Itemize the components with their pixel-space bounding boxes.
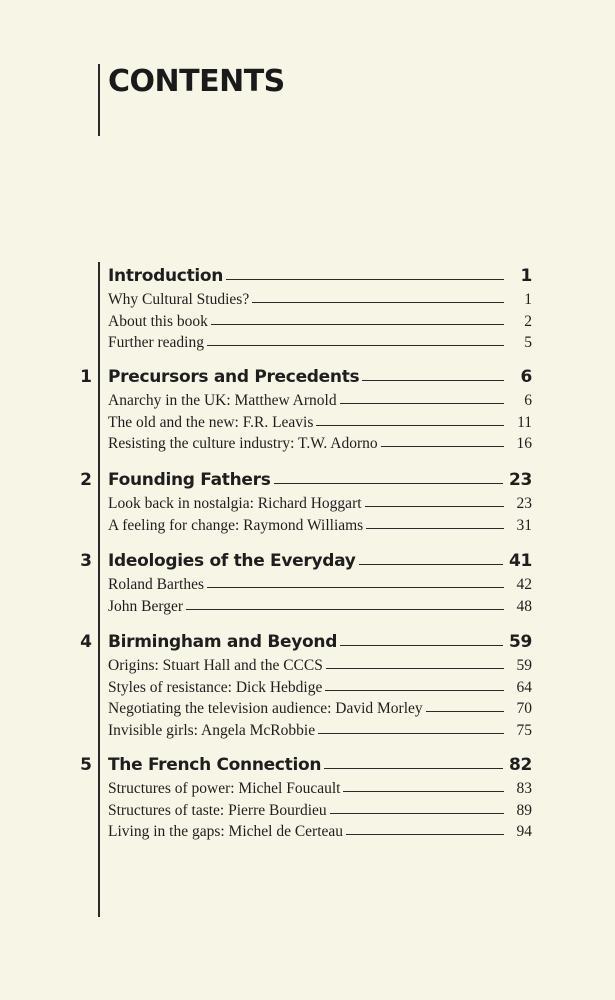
entry-page-number: 70 (516, 700, 532, 717)
entry-title: Anarchy in the UK: Matthew Arnold (108, 392, 337, 409)
toc-entry[interactable] (108, 821, 532, 842)
page-title: CONTENTS (108, 64, 285, 99)
section-heading-row[interactable] (108, 469, 532, 491)
toc-entry[interactable] (108, 493, 532, 514)
entry-page-number: 23 (516, 495, 532, 512)
section-heading: The French Connection (108, 755, 322, 775)
toc-entry[interactable] (108, 390, 532, 411)
title-rule (98, 64, 100, 136)
contents-rule (98, 262, 100, 917)
section-heading-row[interactable] (108, 366, 532, 388)
dot-leader (340, 403, 504, 404)
toc-entry[interactable] (108, 778, 532, 799)
dot-leader (226, 279, 504, 280)
section-heading: Birmingham and Beyond (108, 632, 338, 652)
dot-leader (359, 564, 503, 565)
dot-leader (274, 483, 503, 484)
entry-title: Structures of power: Michel Foucault (108, 780, 341, 797)
entry-page-number: 31 (516, 516, 532, 534)
section-page-number: 82 (508, 755, 532, 775)
dot-leader (325, 690, 504, 691)
toc-entry[interactable] (108, 289, 532, 310)
toc-entry[interactable] (108, 332, 532, 353)
entry-page-number: 2 (524, 312, 532, 330)
dot-leader (346, 834, 504, 835)
entry-title: A feeling for change: Raymond Williams (108, 516, 364, 534)
section-number: 3 (80, 551, 92, 571)
dot-leader (318, 733, 504, 734)
entry-title: Styles of resistance: Dick Hebdige (108, 678, 323, 696)
toc-entry[interactable] (108, 720, 532, 741)
entry-page-number: 1 (524, 291, 532, 308)
dot-leader (252, 302, 504, 303)
entry-title: Structures of taste: Pierre Bourdieu (108, 801, 327, 819)
toc-entry[interactable] (108, 655, 532, 676)
section-heading-row[interactable] (108, 754, 532, 776)
section-page-number: 1 (520, 266, 532, 286)
toc-entry[interactable] (108, 433, 532, 454)
section-heading-row[interactable] (108, 265, 532, 287)
dot-leader (211, 324, 504, 325)
entry-title: The old and the new: F.R. Leavis (108, 413, 314, 431)
dot-leader (381, 446, 504, 447)
entry-page-number: 6 (524, 392, 532, 409)
entry-page-number: 94 (516, 823, 532, 840)
dot-leader (340, 645, 503, 646)
toc-entry[interactable] (108, 515, 532, 536)
toc-entry[interactable] (108, 412, 532, 433)
section-heading: Ideologies of the Everyday (108, 551, 356, 571)
section-heading-row[interactable] (108, 631, 532, 653)
dot-leader (362, 380, 504, 381)
section-page-number: 41 (508, 551, 532, 571)
dot-leader (207, 345, 504, 346)
entry-page-number: 5 (524, 334, 532, 351)
dot-leader (426, 711, 504, 712)
entry-page-number: 59 (516, 657, 532, 674)
toc-entry[interactable] (108, 311, 532, 332)
section-heading-row[interactable] (108, 550, 532, 572)
section-number: 2 (80, 470, 92, 490)
dot-leader (324, 768, 503, 769)
section-number: 1 (80, 367, 92, 387)
entry-title: Living in the gaps: Michel de Certeau (108, 823, 344, 840)
section-heading: Precursors and Precedents (108, 367, 360, 387)
dot-leader (365, 506, 504, 507)
entry-page-number: 42 (516, 576, 532, 593)
entry-page-number: 11 (517, 413, 532, 431)
entry-title: John Berger (108, 597, 184, 615)
entry-title: Why Cultural Studies? (108, 291, 250, 308)
entry-title: Resisting the culture industry: T.W. Adorno (108, 435, 378, 452)
dot-leader (330, 813, 504, 814)
entry-title: Invisible girls: Angela McRobbie (108, 721, 316, 739)
dot-leader (326, 668, 504, 669)
section-page-number: 59 (508, 632, 532, 652)
entry-title: Origins: Stuart Hall and the CCCS (108, 657, 323, 674)
entry-page-number: 64 (516, 678, 532, 696)
entry-title: About this book (108, 312, 208, 330)
section-number: 4 (80, 632, 92, 652)
dot-leader (343, 791, 504, 792)
entry-title: Roland Barthes (108, 576, 204, 593)
dot-leader (366, 528, 504, 529)
entry-page-number: 75 (516, 721, 532, 739)
section-number: 5 (80, 755, 92, 775)
dot-leader (207, 587, 504, 588)
entry-page-number: 16 (516, 435, 532, 452)
section-heading: Founding Fathers (108, 470, 271, 490)
entry-title: Further reading (108, 334, 204, 351)
dot-leader (316, 425, 504, 426)
section-page-number: 23 (508, 470, 532, 490)
entry-page-number: 83 (516, 780, 532, 797)
entry-title: Negotiating the television audience: David Morley (108, 700, 423, 717)
section-heading: Introduction (108, 266, 224, 286)
section-page-number: 6 (520, 367, 532, 387)
toc-entry[interactable] (108, 574, 532, 595)
entry-page-number: 89 (516, 801, 532, 819)
dot-leader (186, 609, 504, 610)
entry-title: Look back in nostalgia: Richard Hoggart (108, 495, 362, 512)
toc-entry[interactable] (108, 677, 532, 698)
toc-entry[interactable] (108, 698, 532, 719)
toc-entry[interactable] (108, 596, 532, 617)
toc-entry[interactable] (108, 800, 532, 821)
entry-page-number: 48 (516, 597, 532, 615)
